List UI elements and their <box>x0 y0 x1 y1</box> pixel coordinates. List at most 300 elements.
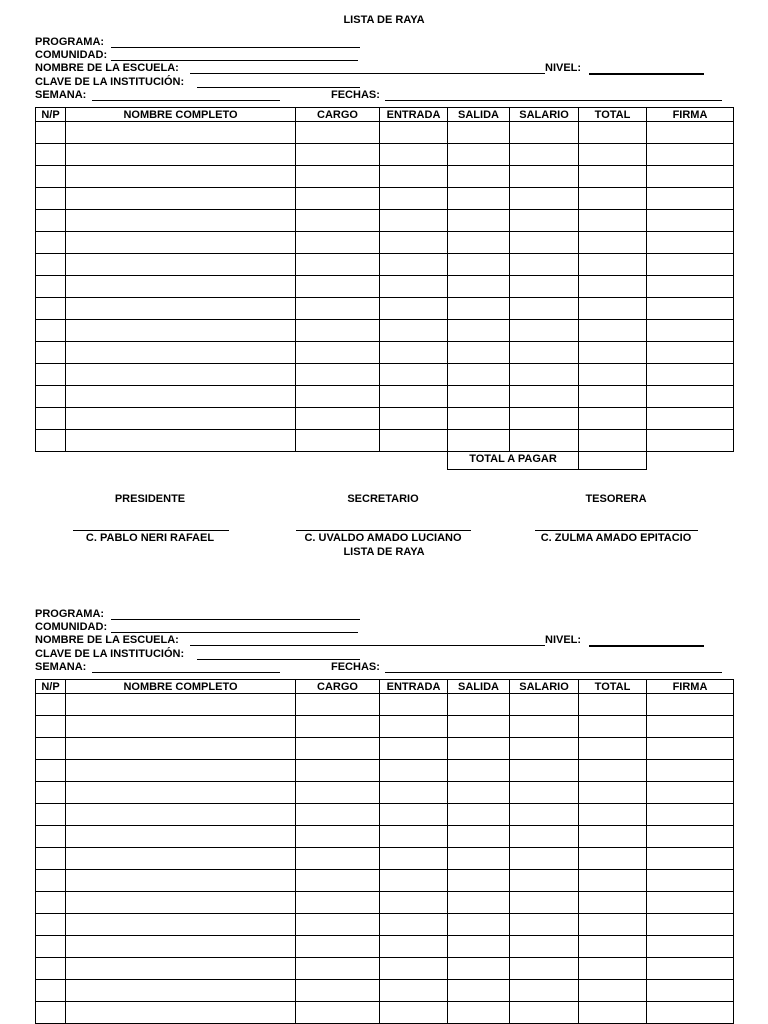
table-cell[interactable] <box>380 760 448 782</box>
table-cell[interactable] <box>579 122 647 144</box>
comunidad-label-2: COMUNIDAD: <box>35 621 108 633</box>
table-cell[interactable] <box>66 298 296 320</box>
table-cell[interactable] <box>647 232 734 254</box>
table-cell[interactable] <box>448 254 510 276</box>
table-cell[interactable] <box>66 254 296 276</box>
table-cell[interactable] <box>296 254 380 276</box>
table-cell[interactable] <box>380 694 448 716</box>
fechas-label: FECHAS: <box>331 89 380 101</box>
table-cell[interactable] <box>510 144 579 166</box>
table-cell[interactable] <box>380 122 448 144</box>
table-row <box>36 254 734 276</box>
table-row <box>36 848 734 870</box>
table-cell[interactable] <box>510 694 579 716</box>
fechas-line-2[interactable] <box>385 672 722 673</box>
table-cell[interactable] <box>510 386 579 408</box>
table-cell[interactable] <box>579 782 647 804</box>
table-cell[interactable] <box>510 276 579 298</box>
comunidad-line[interactable] <box>111 60 358 61</box>
table-cell[interactable] <box>510 848 579 870</box>
table-row <box>36 342 734 364</box>
table-cell[interactable] <box>579 738 647 760</box>
table-cell[interactable] <box>448 892 510 914</box>
table-row <box>36 782 734 804</box>
nivel-line[interactable] <box>589 73 704 75</box>
table-cell[interactable] <box>66 870 296 892</box>
table-cell[interactable] <box>579 980 647 1002</box>
table-cell[interactable] <box>36 914 66 936</box>
table-row <box>36 826 734 848</box>
table-cell[interactable] <box>66 364 296 386</box>
table-cell[interactable] <box>36 716 66 738</box>
table-cell[interactable] <box>296 430 380 452</box>
clave-line-2[interactable] <box>197 659 360 660</box>
table-cell[interactable] <box>647 738 734 760</box>
table-cell[interactable] <box>448 914 510 936</box>
table-cell[interactable] <box>647 914 734 936</box>
col-cargo: CARGO <box>296 108 380 122</box>
table-cell[interactable] <box>36 870 66 892</box>
table-cell[interactable] <box>579 694 647 716</box>
table-cell[interactable] <box>36 276 66 298</box>
table-cell[interactable] <box>579 232 647 254</box>
table-cell[interactable] <box>66 210 296 232</box>
table-cell[interactable] <box>36 430 66 452</box>
table-cell[interactable] <box>380 936 448 958</box>
table-cell[interactable] <box>296 188 380 210</box>
table-cell[interactable] <box>647 254 734 276</box>
table-cell[interactable] <box>66 1002 296 1024</box>
table-cell[interactable] <box>448 716 510 738</box>
table-cell[interactable] <box>579 298 647 320</box>
table-cell[interactable] <box>510 716 579 738</box>
table-cell[interactable] <box>296 298 380 320</box>
semana-line-2[interactable] <box>92 672 280 673</box>
table-cell[interactable] <box>36 122 66 144</box>
table-cell[interactable] <box>296 958 380 980</box>
table-cell[interactable] <box>647 210 734 232</box>
table-cell[interactable] <box>579 848 647 870</box>
table-cell[interactable] <box>296 144 380 166</box>
table-cell[interactable] <box>36 408 66 430</box>
table-cell[interactable] <box>380 870 448 892</box>
table-cell[interactable] <box>647 694 734 716</box>
table-cell[interactable] <box>66 694 296 716</box>
table-cell[interactable] <box>66 826 296 848</box>
table-cell[interactable] <box>66 936 296 958</box>
nombre-escuela-line[interactable] <box>190 73 545 74</box>
table-cell[interactable] <box>510 430 579 452</box>
programa-line[interactable] <box>111 47 360 48</box>
table-cell[interactable] <box>647 1002 734 1024</box>
table-cell[interactable] <box>380 386 448 408</box>
table-cell[interactable] <box>448 958 510 980</box>
table-cell[interactable] <box>510 804 579 826</box>
table-row <box>36 188 734 210</box>
table-cell[interactable] <box>647 386 734 408</box>
table-cell[interactable] <box>66 144 296 166</box>
table-row <box>36 936 734 958</box>
table-cell[interactable] <box>448 408 510 430</box>
table-cell[interactable] <box>380 144 448 166</box>
table-cell[interactable] <box>448 210 510 232</box>
table-cell[interactable] <box>296 320 380 342</box>
table-cell[interactable] <box>296 716 380 738</box>
table-cell[interactable] <box>296 848 380 870</box>
table-cell[interactable] <box>647 870 734 892</box>
table-cell[interactable] <box>510 364 579 386</box>
table-cell[interactable] <box>36 958 66 980</box>
table-cell[interactable] <box>36 694 66 716</box>
table-cell[interactable] <box>510 298 579 320</box>
table-cell[interactable] <box>579 892 647 914</box>
table-cell[interactable] <box>380 914 448 936</box>
table-cell[interactable] <box>510 980 579 1002</box>
table-cell[interactable] <box>66 804 296 826</box>
nivel-label: NIVEL: <box>545 62 582 74</box>
table-cell[interactable] <box>579 408 647 430</box>
signature-line-presidente <box>73 530 229 531</box>
table-cell[interactable] <box>36 254 66 276</box>
table-cell[interactable] <box>296 1002 380 1024</box>
table-cell[interactable] <box>66 342 296 364</box>
table-cell[interactable] <box>296 342 380 364</box>
table-cell[interactable] <box>448 276 510 298</box>
table-cell[interactable] <box>66 188 296 210</box>
table-cell[interactable] <box>380 188 448 210</box>
table-cell[interactable] <box>448 188 510 210</box>
clave-label: CLAVE DE LA INSTITUCIÓN: <box>35 76 185 88</box>
table-cell[interactable] <box>510 826 579 848</box>
table-cell[interactable] <box>296 738 380 760</box>
table-cell[interactable] <box>66 276 296 298</box>
table-cell[interactable] <box>647 276 734 298</box>
table-row <box>36 716 734 738</box>
table-row <box>36 1002 734 1024</box>
table-cell[interactable] <box>66 892 296 914</box>
table-cell[interactable] <box>296 760 380 782</box>
table-cell[interactable] <box>647 144 734 166</box>
table-cell[interactable] <box>380 210 448 232</box>
table-row <box>36 232 734 254</box>
clave-label-2: CLAVE DE LA INSTITUCIÓN: <box>35 648 185 660</box>
semana-line[interactable] <box>92 100 280 101</box>
table-cell[interactable] <box>66 716 296 738</box>
table-cell[interactable] <box>579 166 647 188</box>
comunidad-line-2[interactable] <box>111 632 358 633</box>
table-row <box>36 694 734 716</box>
signature-role-secretario: SECRETARIO <box>347 493 419 505</box>
signature-line-tesorera <box>535 530 698 531</box>
total-a-pagar-box <box>447 451 647 470</box>
col-total: TOTAL <box>579 680 647 694</box>
table-cell[interactable] <box>579 342 647 364</box>
table-cell[interactable] <box>510 166 579 188</box>
table-cell[interactable] <box>448 144 510 166</box>
nombre-escuela-line-2[interactable] <box>190 645 545 646</box>
table-cell[interactable] <box>36 892 66 914</box>
table-cell[interactable] <box>36 1002 66 1024</box>
table-cell[interactable] <box>647 342 734 364</box>
table-row <box>36 914 734 936</box>
table-cell[interactable] <box>647 760 734 782</box>
table-cell[interactable] <box>36 826 66 848</box>
table-cell[interactable] <box>296 364 380 386</box>
table-cell[interactable] <box>448 122 510 144</box>
col-salario: SALARIO <box>510 108 579 122</box>
payroll-table-2 <box>35 679 734 1024</box>
col-nombre: NOMBRE COMPLETO <box>66 108 296 122</box>
signature-role-tesorera: TESORERA <box>585 493 647 505</box>
col-firma: FIRMA <box>647 680 734 694</box>
table-cell[interactable] <box>380 298 448 320</box>
semana-label-2: SEMANA: <box>35 661 87 673</box>
nivel-line-2[interactable] <box>589 645 704 647</box>
table-cell[interactable] <box>579 936 647 958</box>
table-cell[interactable] <box>510 254 579 276</box>
nivel-label-2: NIVEL: <box>545 634 582 646</box>
table-cell[interactable] <box>296 122 380 144</box>
table-row <box>36 364 734 386</box>
table-cell[interactable] <box>448 804 510 826</box>
table-cell[interactable] <box>36 980 66 1002</box>
programa-line-2[interactable] <box>111 619 360 620</box>
table-cell[interactable] <box>510 782 579 804</box>
table-cell[interactable] <box>380 166 448 188</box>
table-cell[interactable] <box>647 408 734 430</box>
table-cell[interactable] <box>510 210 579 232</box>
table-cell[interactable] <box>36 144 66 166</box>
table-cell[interactable] <box>579 760 647 782</box>
table-cell[interactable] <box>647 364 734 386</box>
col-np: N/P <box>36 108 66 122</box>
table-cell[interactable] <box>647 936 734 958</box>
table-cell[interactable] <box>510 936 579 958</box>
table-cell[interactable] <box>380 364 448 386</box>
table-cell[interactable] <box>380 716 448 738</box>
table-cell[interactable] <box>510 760 579 782</box>
table-cell[interactable] <box>66 386 296 408</box>
table-cell[interactable] <box>380 804 448 826</box>
table-cell[interactable] <box>296 826 380 848</box>
table-cell[interactable] <box>647 298 734 320</box>
table-cell[interactable] <box>448 364 510 386</box>
table-cell[interactable] <box>579 958 647 980</box>
signature-name-presidente: C. PABLO NERI RAFAEL <box>85 532 215 544</box>
table-cell[interactable] <box>579 320 647 342</box>
table-cell[interactable] <box>510 1002 579 1024</box>
table-cell[interactable] <box>647 804 734 826</box>
clave-line[interactable] <box>197 87 360 88</box>
table-cell[interactable] <box>296 936 380 958</box>
table-cell[interactable] <box>36 804 66 826</box>
table-cell[interactable] <box>647 716 734 738</box>
table-cell[interactable] <box>296 892 380 914</box>
fechas-line[interactable] <box>385 100 722 101</box>
table-cell[interactable] <box>647 122 734 144</box>
table-cell[interactable] <box>510 232 579 254</box>
table-cell[interactable] <box>380 892 448 914</box>
table-cell[interactable] <box>579 1002 647 1024</box>
table-cell[interactable] <box>66 232 296 254</box>
table-cell[interactable] <box>510 892 579 914</box>
table-cell[interactable] <box>296 870 380 892</box>
table-cell[interactable] <box>36 738 66 760</box>
table-cell[interactable] <box>448 166 510 188</box>
table-cell[interactable] <box>380 254 448 276</box>
table-cell[interactable] <box>36 210 66 232</box>
table-cell[interactable] <box>380 958 448 980</box>
total-a-pagar-value[interactable] <box>579 451 646 469</box>
table-cell[interactable] <box>380 980 448 1002</box>
table-cell[interactable] <box>296 276 380 298</box>
table-cell[interactable] <box>36 166 66 188</box>
table-cell[interactable] <box>579 430 647 452</box>
table-cell[interactable] <box>448 320 510 342</box>
table-cell[interactable] <box>579 144 647 166</box>
table-cell[interactable] <box>579 364 647 386</box>
table-cell[interactable] <box>579 804 647 826</box>
table-cell[interactable] <box>36 760 66 782</box>
col-total: TOTAL <box>579 108 647 122</box>
table-cell[interactable] <box>448 760 510 782</box>
table-cell[interactable] <box>448 936 510 958</box>
table-cell[interactable] <box>510 188 579 210</box>
table-cell[interactable] <box>36 188 66 210</box>
table-cell[interactable] <box>66 848 296 870</box>
table-cell[interactable] <box>510 320 579 342</box>
table-cell[interactable] <box>647 848 734 870</box>
signature-line-secretario <box>296 530 471 531</box>
table-cell[interactable] <box>296 782 380 804</box>
table-cell[interactable] <box>380 782 448 804</box>
table-cell[interactable] <box>448 980 510 1002</box>
table-cell[interactable] <box>36 298 66 320</box>
table-cell[interactable] <box>647 826 734 848</box>
table-cell[interactable] <box>647 782 734 804</box>
table-cell[interactable] <box>380 826 448 848</box>
table-row <box>36 320 734 342</box>
table-cell[interactable] <box>510 408 579 430</box>
table-row <box>36 386 734 408</box>
table-cell[interactable] <box>448 232 510 254</box>
table-cell[interactable] <box>579 826 647 848</box>
table-cell[interactable] <box>296 914 380 936</box>
table-cell[interactable] <box>448 430 510 452</box>
table-cell[interactable] <box>296 408 380 430</box>
table-cell[interactable] <box>296 210 380 232</box>
table-cell[interactable] <box>448 1002 510 1024</box>
table-cell[interactable] <box>36 364 66 386</box>
table-cell[interactable] <box>448 298 510 320</box>
table-cell[interactable] <box>36 320 66 342</box>
table-cell[interactable] <box>647 166 734 188</box>
table-cell[interactable] <box>647 980 734 1002</box>
table-cell[interactable] <box>647 188 734 210</box>
table-cell[interactable] <box>579 210 647 232</box>
table-cell[interactable] <box>510 914 579 936</box>
table-cell[interactable] <box>510 870 579 892</box>
table-cell[interactable] <box>448 738 510 760</box>
form-title: LISTA DE RAYA <box>343 14 425 26</box>
table-cell[interactable] <box>36 782 66 804</box>
table-cell[interactable] <box>380 408 448 430</box>
table-cell[interactable] <box>380 342 448 364</box>
table-row <box>36 430 734 452</box>
table-cell[interactable] <box>66 122 296 144</box>
table-cell[interactable] <box>448 694 510 716</box>
table-cell[interactable] <box>380 738 448 760</box>
table-row <box>36 144 734 166</box>
table-cell[interactable] <box>380 320 448 342</box>
table-cell[interactable] <box>510 122 579 144</box>
table-cell[interactable] <box>36 386 66 408</box>
table-cell[interactable] <box>296 804 380 826</box>
table-cell[interactable] <box>66 980 296 1002</box>
table-cell[interactable] <box>647 320 734 342</box>
table-cell[interactable] <box>647 892 734 914</box>
table-cell[interactable] <box>647 430 734 452</box>
table-cell[interactable] <box>579 254 647 276</box>
table-cell[interactable] <box>66 760 296 782</box>
table-cell[interactable] <box>66 320 296 342</box>
table-cell[interactable] <box>66 430 296 452</box>
table-cell[interactable] <box>380 848 448 870</box>
table-cell[interactable] <box>448 342 510 364</box>
table-cell[interactable] <box>579 188 647 210</box>
table-cell[interactable] <box>510 342 579 364</box>
table-cell[interactable] <box>36 342 66 364</box>
col-entrada: ENTRADA <box>380 108 448 122</box>
table-cell[interactable] <box>448 870 510 892</box>
table-cell[interactable] <box>36 232 66 254</box>
table-cell[interactable] <box>296 166 380 188</box>
col-entrada: ENTRADA <box>380 680 448 694</box>
table-row <box>36 804 734 826</box>
table-cell[interactable] <box>296 980 380 1002</box>
table-cell[interactable] <box>510 958 579 980</box>
table-cell[interactable] <box>380 1002 448 1024</box>
table-cell[interactable] <box>66 782 296 804</box>
table-cell[interactable] <box>579 386 647 408</box>
table-cell[interactable] <box>380 276 448 298</box>
table-row <box>36 980 734 1002</box>
table-cell[interactable] <box>66 958 296 980</box>
table-cell[interactable] <box>380 430 448 452</box>
table-cell[interactable] <box>380 232 448 254</box>
table-cell[interactable] <box>66 408 296 430</box>
table-cell[interactable] <box>579 914 647 936</box>
table-cell[interactable] <box>296 232 380 254</box>
table-cell[interactable] <box>66 166 296 188</box>
table-cell[interactable] <box>296 386 380 408</box>
table-cell[interactable] <box>579 716 647 738</box>
table-cell[interactable] <box>36 848 66 870</box>
table-cell[interactable] <box>448 782 510 804</box>
table-cell[interactable] <box>579 870 647 892</box>
table-cell[interactable] <box>448 386 510 408</box>
table-cell[interactable] <box>448 826 510 848</box>
table-cell[interactable] <box>66 738 296 760</box>
table-cell[interactable] <box>448 848 510 870</box>
table-cell[interactable] <box>510 738 579 760</box>
table-cell[interactable] <box>579 276 647 298</box>
table-cell[interactable] <box>36 936 66 958</box>
table-cell[interactable] <box>296 694 380 716</box>
col-cargo: CARGO <box>296 680 380 694</box>
table-cell[interactable] <box>66 914 296 936</box>
table-cell[interactable] <box>647 958 734 980</box>
